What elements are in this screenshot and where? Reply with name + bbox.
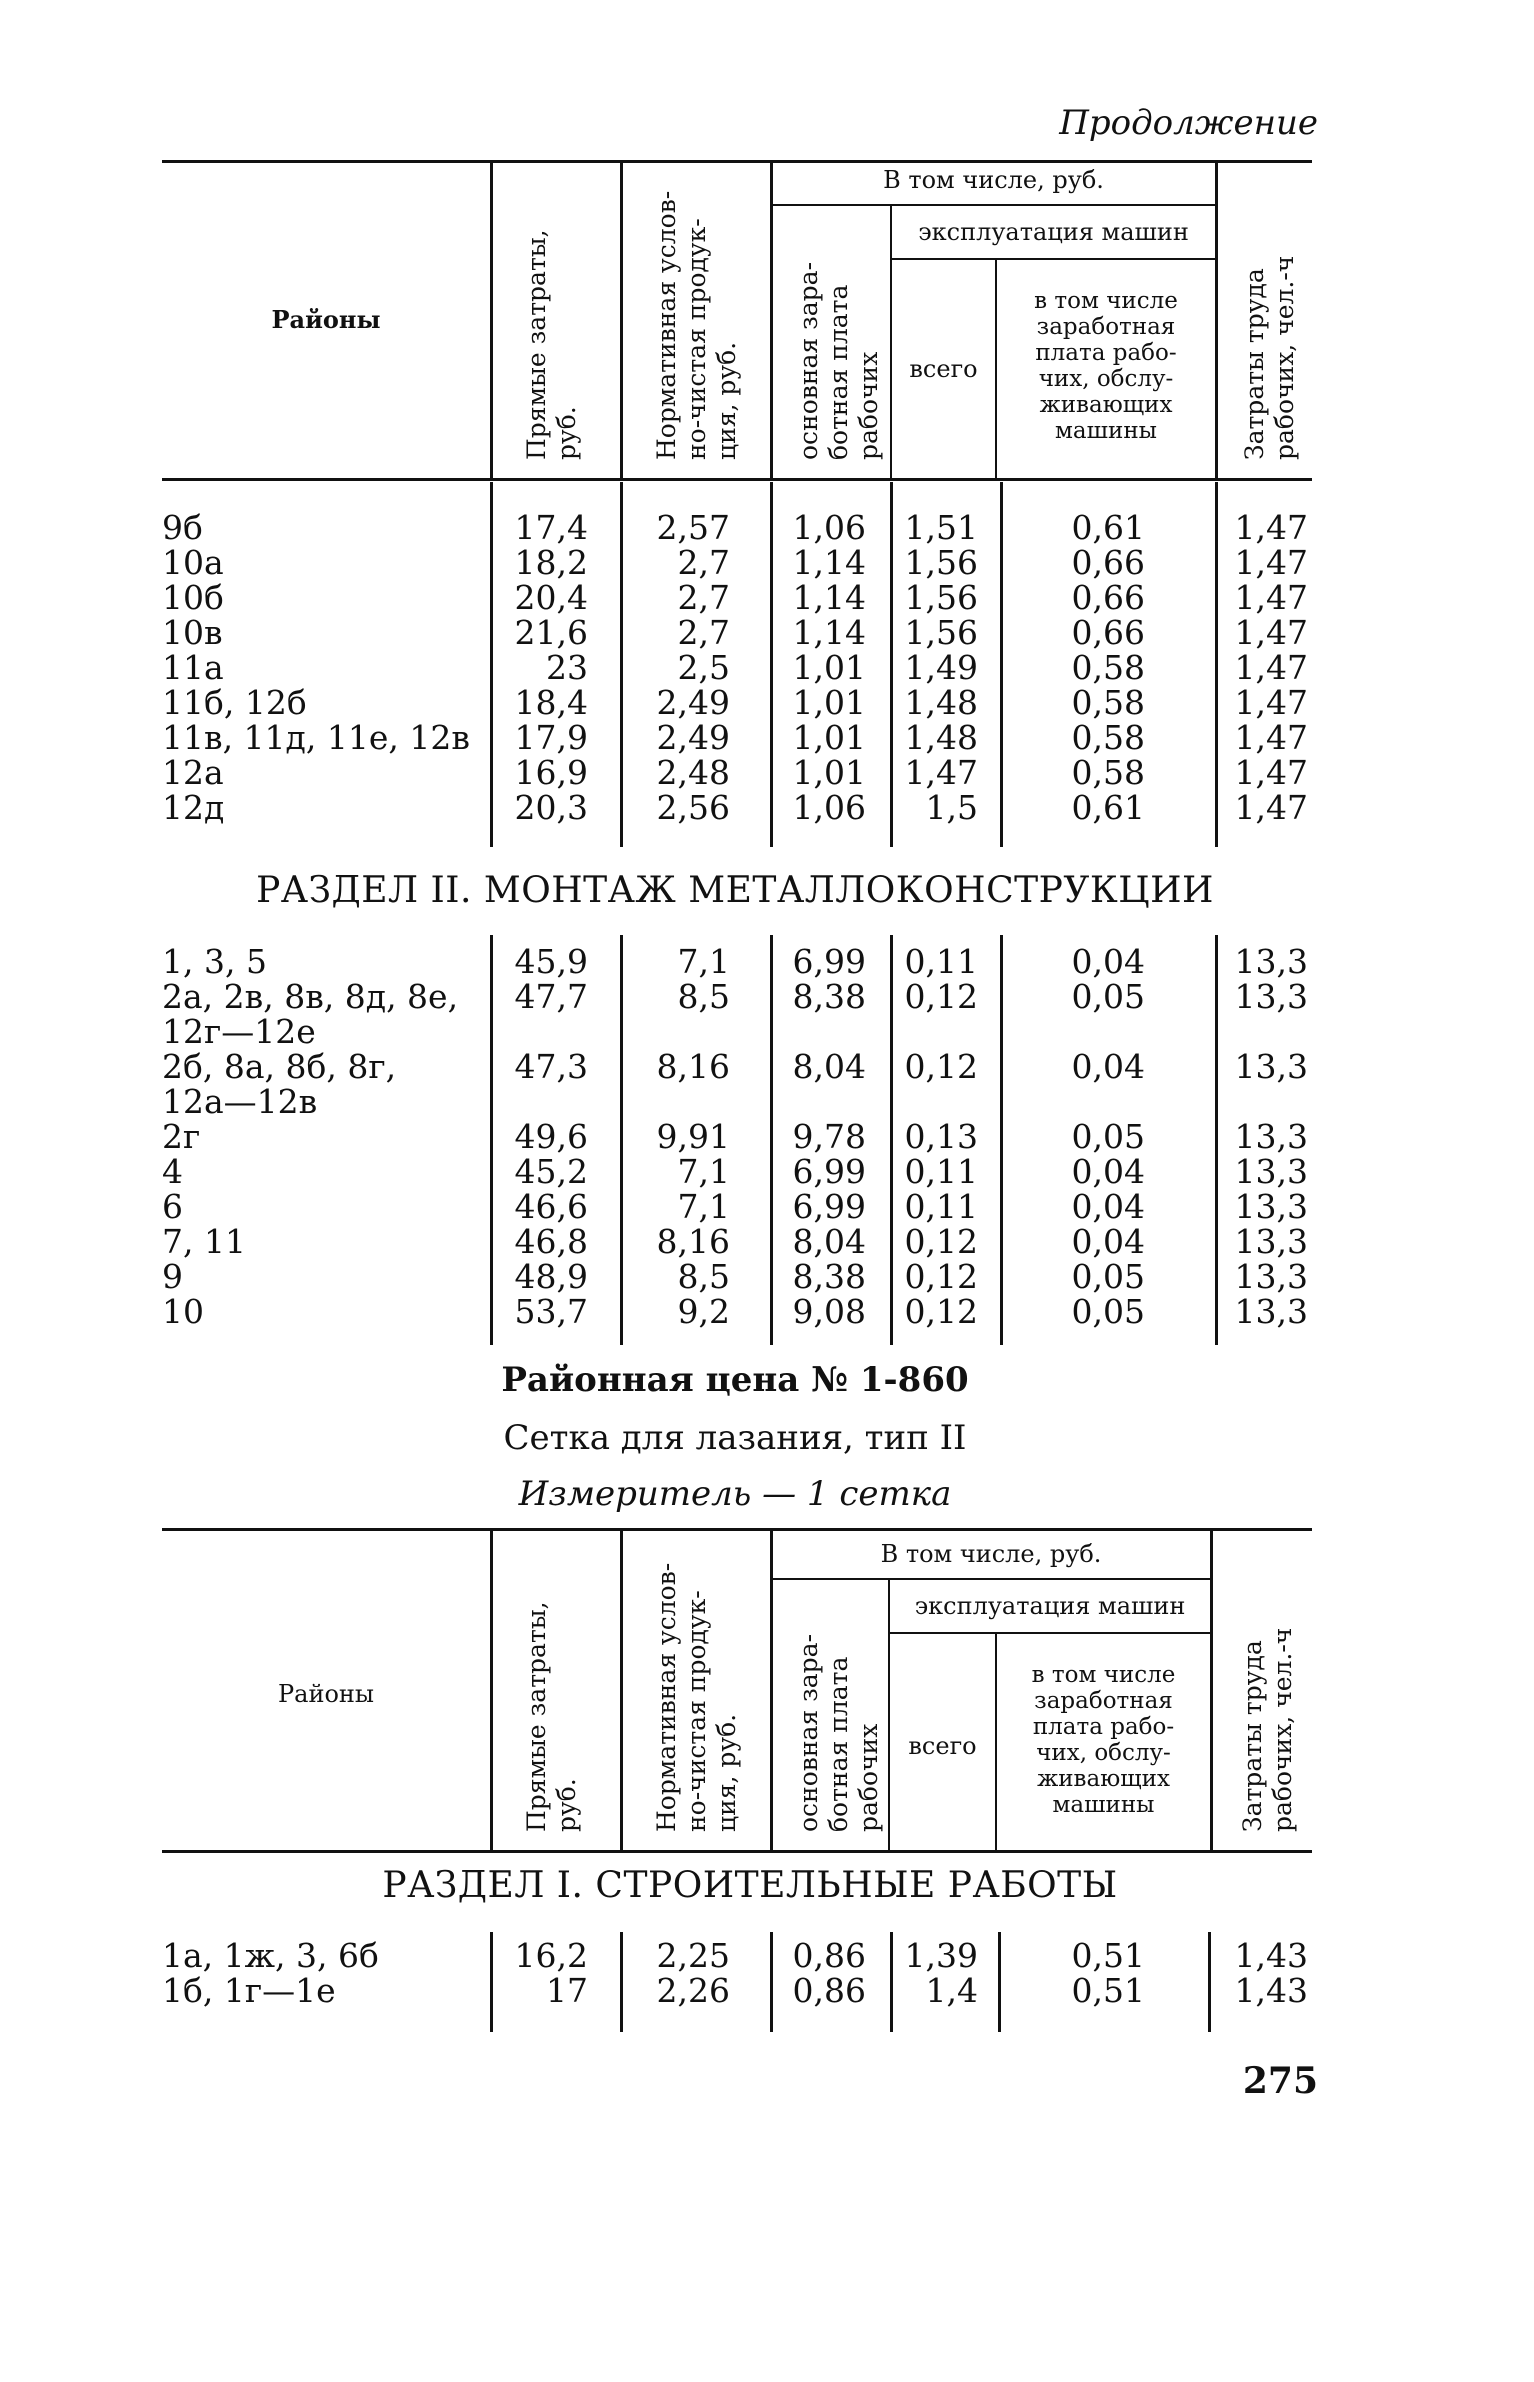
row-value: 0,12 (904, 1292, 978, 1331)
row-value: 16,2 (514, 1936, 588, 1975)
row-district: 9 (162, 1257, 183, 1296)
row-value: 0,12 (904, 1047, 978, 1086)
row-value: 8,04 (792, 1222, 866, 1261)
row-value: 1,51 (904, 508, 978, 547)
row-value: 0,66 (1071, 543, 1145, 582)
row-value: 1,47 (1234, 613, 1308, 652)
row-value: 0,86 (792, 1936, 866, 1975)
table-row (0, 580, 1534, 615)
price-unit: Измеритель — 1 сетка (518, 1474, 952, 1514)
row-value: 0,04 (1071, 1047, 1145, 1086)
row-value: 0,11 (904, 942, 978, 981)
row-value: 45,2 (514, 1152, 588, 1191)
header3-base-salary: основная зара- ботная плата рабочих (794, 1633, 883, 1832)
table-row (0, 1154, 1534, 1189)
row-value: 1,43 (1234, 1936, 1308, 1975)
row-value: 0,58 (1071, 753, 1145, 792)
row-value: 0,51 (1071, 1971, 1145, 2010)
row-value: 2,7 (677, 578, 730, 617)
row-value: 2,7 (677, 543, 730, 582)
row-value: 0,12 (904, 1222, 978, 1261)
row-value: 1,4 (925, 1971, 978, 2010)
row-value: 0,04 (1071, 1222, 1145, 1261)
row-value: 1,01 (792, 683, 866, 722)
row-value: 0,58 (1071, 718, 1145, 757)
row-value: 1,01 (792, 648, 866, 687)
table-row (0, 510, 1534, 545)
row-value: 13,3 (1234, 1222, 1308, 1261)
row-value: 20,4 (514, 578, 588, 617)
table-row (0, 1189, 1534, 1224)
row-district: 1б, 1г—1е (162, 1971, 336, 2010)
header-machines: эксплуатация машин (918, 218, 1189, 246)
row-value: 0,11 (904, 1152, 978, 1191)
row-value: 8,38 (792, 1257, 866, 1296)
row-value: 49,6 (514, 1117, 588, 1156)
section1-title: РАЗДЕЛ I. СТРОИТЕЛЬНЫЕ РАБОТЫ (382, 1865, 1118, 1906)
row-value: 18,2 (514, 543, 588, 582)
header-total: всего (909, 355, 978, 383)
row-value: 0,12 (904, 977, 978, 1016)
row-value: 2,49 (656, 718, 730, 757)
table-row (0, 1014, 1534, 1049)
table-row (0, 1973, 1534, 2008)
row-value: 13,3 (1234, 1292, 1308, 1331)
row-value: 0,61 (1071, 788, 1145, 827)
row-value: 1,14 (792, 578, 866, 617)
row-value: 46,6 (514, 1187, 588, 1226)
row-value: 13,3 (1234, 1257, 1308, 1296)
header3-direct-costs: Прямые затраты, руб. (522, 1601, 581, 1832)
row-value: 6,99 (792, 1152, 866, 1191)
row-value: 13,3 (1234, 1047, 1308, 1086)
row-value: 1,48 (904, 683, 978, 722)
row-district: 10б (162, 578, 224, 617)
row-value: 2,5 (677, 648, 730, 687)
row-value: 2,48 (656, 753, 730, 792)
row-district: 2а, 2в, 8в, 8д, 8е, (162, 977, 459, 1016)
row-district: 11а (162, 648, 224, 687)
header-direct-costs: Прямые затраты, руб. (522, 229, 581, 460)
row-value: 9,2 (677, 1292, 730, 1331)
row-value: 1,5 (925, 788, 978, 827)
row-value: 0,66 (1071, 578, 1145, 617)
row-value: 1,56 (904, 613, 978, 652)
row-value: 2,56 (656, 788, 730, 827)
table-row (0, 790, 1534, 825)
row-value: 8,5 (677, 977, 730, 1016)
row-value: 7,1 (677, 1187, 730, 1226)
row-value: 9,91 (656, 1117, 730, 1156)
row-value: 0,05 (1071, 1257, 1145, 1296)
header-incl: В том числе, руб. (883, 166, 1104, 194)
row-value: 0,58 (1071, 648, 1145, 687)
row-value: 2,57 (656, 508, 730, 547)
row-value: 13,3 (1234, 942, 1308, 981)
row-value: 0,66 (1071, 613, 1145, 652)
row-value: 1,06 (792, 508, 866, 547)
header3-total: всего (908, 1732, 977, 1760)
table-row (0, 615, 1534, 650)
table-row (0, 545, 1534, 580)
row-value: 48,9 (514, 1257, 588, 1296)
row-district: 11в, 11д, 11е, 12в (162, 718, 470, 757)
row-value: 8,5 (677, 1257, 730, 1296)
row-value: 13,3 (1234, 1117, 1308, 1156)
row-value: 0,12 (904, 1257, 978, 1296)
row-value: 13,3 (1234, 977, 1308, 1016)
row-district: 10 (162, 1292, 204, 1331)
page-number: 275 (1242, 2060, 1318, 2102)
row-district: 6 (162, 1187, 183, 1226)
table-row (0, 1224, 1534, 1259)
row-value: 9,78 (792, 1117, 866, 1156)
row-value: 1,49 (904, 648, 978, 687)
row-value: 53,7 (514, 1292, 588, 1331)
row-value: 1,47 (1234, 718, 1308, 757)
row-value: 23 (546, 648, 588, 687)
table-row (0, 979, 1534, 1014)
row-district: 12г—12е (162, 1012, 316, 1051)
header3-normative: Нормативная услов- но-чистая продук- ция, руб. (652, 1562, 741, 1832)
price-title: Районная цена № 1-860 (501, 1360, 969, 1400)
table-row (0, 685, 1534, 720)
header3-machine-salary: в том числе заработная плата рабо- чих, обслу- живающих машины (1031, 1662, 1176, 1818)
row-value: 7,1 (677, 1152, 730, 1191)
row-value: 1,43 (1234, 1971, 1308, 2010)
table-row (0, 1259, 1534, 1294)
table-row (0, 944, 1534, 979)
row-value: 0,13 (904, 1117, 978, 1156)
table-row (0, 1049, 1534, 1084)
row-value: 13,3 (1234, 1152, 1308, 1191)
row-value: 1,01 (792, 718, 866, 757)
row-district: 12а (162, 753, 224, 792)
row-district: 9б (162, 508, 203, 547)
table-row (0, 755, 1534, 790)
row-value: 2,49 (656, 683, 730, 722)
row-value: 0,51 (1071, 1936, 1145, 1975)
header-normative: Нормативная услов- но-чистая продук- ция, руб. (652, 190, 741, 460)
header3-machines: эксплуатация машин (914, 1592, 1186, 1620)
row-value: 1,47 (1234, 753, 1308, 792)
header-labor: Затраты труда рабочих, чел.-ч (1240, 255, 1299, 460)
row-value: 0,58 (1071, 683, 1145, 722)
row-value: 17 (546, 1971, 588, 2010)
row-district: 11б, 12б (162, 683, 307, 722)
header3-incl: В том числе, руб. (880, 1540, 1102, 1568)
row-value: 6,99 (792, 942, 866, 981)
row-value: 20,3 (514, 788, 588, 827)
row-district: 10а (162, 543, 224, 582)
row-district: 7, 11 (162, 1222, 246, 1261)
row-value: 1,14 (792, 543, 866, 582)
row-district: 2г (162, 1117, 201, 1156)
row-value: 8,38 (792, 977, 866, 1016)
row-value: 1,47 (1234, 508, 1308, 547)
continuation-label: Продолжение (1059, 103, 1318, 143)
row-value: 2,7 (677, 613, 730, 652)
row-district: 2б, 8а, 8б, 8г, (162, 1047, 397, 1086)
row-value: 13,3 (1234, 1187, 1308, 1226)
row-value: 1,01 (792, 753, 866, 792)
row-district: 4 (162, 1152, 183, 1191)
table-row (0, 1294, 1534, 1329)
row-value: 1,47 (1234, 543, 1308, 582)
row-value: 6,99 (792, 1187, 866, 1226)
row-value: 0,05 (1071, 1117, 1145, 1156)
row-value: 1,47 (1234, 578, 1308, 617)
row-value: 47,7 (514, 977, 588, 1016)
row-value: 8,04 (792, 1047, 866, 1086)
header3-labor: Затраты труда рабочих, чел.-ч (1238, 1627, 1297, 1832)
row-value: 8,16 (656, 1222, 730, 1261)
row-value: 1,47 (904, 753, 978, 792)
row-value: 47,3 (514, 1047, 588, 1086)
row-value: 1,47 (1234, 648, 1308, 687)
row-district: 12д (162, 788, 225, 827)
row-value: 1,47 (1234, 788, 1308, 827)
table-row (0, 1084, 1534, 1119)
row-value: 46,8 (514, 1222, 588, 1261)
row-value: 18,4 (514, 683, 588, 722)
row-value: 2,26 (656, 1971, 730, 2010)
row-value: 1,48 (904, 718, 978, 757)
row-value: 0,05 (1071, 977, 1145, 1016)
row-value: 1,56 (904, 543, 978, 582)
row-value: 1,56 (904, 578, 978, 617)
row-value: 1,39 (904, 1936, 978, 1975)
row-district: 10в (162, 613, 223, 652)
row-value: 17,4 (514, 508, 588, 547)
row-value: 0,04 (1071, 1152, 1145, 1191)
row-value: 0,11 (904, 1187, 978, 1226)
row-value: 0,05 (1071, 1292, 1145, 1331)
row-value: 8,16 (656, 1047, 730, 1086)
row-value: 0,04 (1071, 1187, 1145, 1226)
row-value: 0,61 (1071, 508, 1145, 547)
section2-title: РАЗДЕЛ II. МОНТАЖ МЕТАЛЛОКОНСТРУКЦИИ (256, 870, 1214, 911)
table-row (0, 1119, 1534, 1154)
row-value: 0,04 (1071, 942, 1145, 981)
row-value: 17,9 (514, 718, 588, 757)
row-value: 21,6 (514, 613, 588, 652)
row-district: 1а, 1ж, 3, 6б (162, 1936, 379, 1975)
row-value: 1,14 (792, 613, 866, 652)
row-value: 1,47 (1234, 683, 1308, 722)
row-district: 1, 3, 5 (162, 942, 267, 981)
table-row (0, 720, 1534, 755)
table-row (0, 1938, 1534, 1973)
row-value: 16,9 (514, 753, 588, 792)
header-base-salary: основная зара- ботная плата рабочих (794, 261, 883, 460)
table-row (0, 650, 1534, 685)
row-value: 7,1 (677, 942, 730, 981)
row-value: 45,9 (514, 942, 588, 981)
row-district: 12а—12в (162, 1082, 318, 1121)
row-value: 0,86 (792, 1971, 866, 2010)
header-machine-salary: в том числе заработная плата рабо- чих, обслу- живающих машины (1034, 288, 1178, 444)
row-value: 2,25 (656, 1936, 730, 1975)
price-subtitle: Сетка для лазания, тип II (503, 1418, 967, 1458)
header3-districts: Районы (278, 1680, 374, 1708)
header-districts: Районы (271, 305, 381, 334)
row-value: 9,08 (792, 1292, 866, 1331)
row-value: 1,06 (792, 788, 866, 827)
